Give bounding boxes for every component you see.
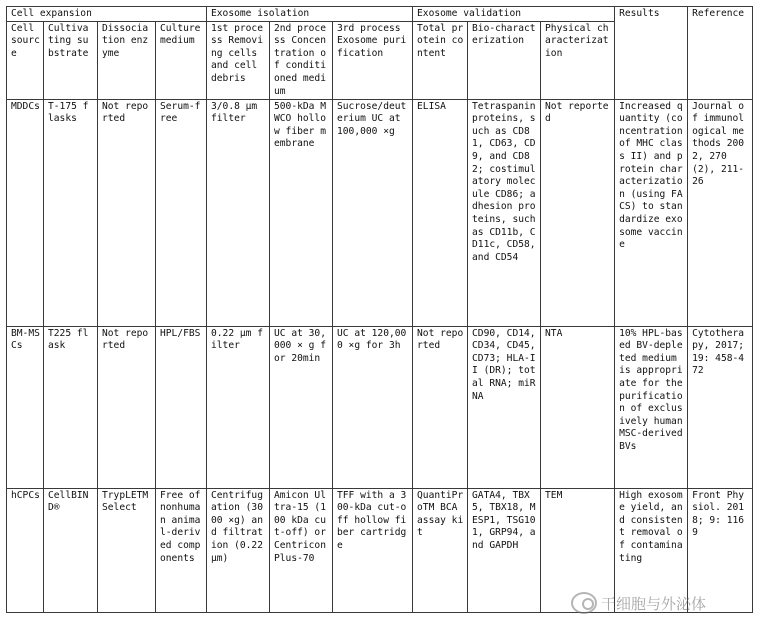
table-row xyxy=(7,488,753,612)
table-cell: hCPCs xyxy=(7,488,44,612)
column-header: Dissociation enzyme xyxy=(98,21,156,99)
column-header: Culture medium xyxy=(156,21,207,99)
header-reference: Reference xyxy=(688,7,753,100)
table-cell: NTA xyxy=(541,326,615,488)
table-cell: 500-kDa MWCO hollow fiber membrane xyxy=(270,99,333,326)
table-cell: BM-MSCs xyxy=(7,326,44,488)
column-header: Cultivating substrate xyxy=(44,21,98,99)
table-cell: CD90, CD14, CD34, CD45, CD73; HLA-II (DR); total RNA; miRNA xyxy=(468,326,541,488)
table-cell: MDDCs xyxy=(7,99,44,326)
watermark-text: 干细胞与外泌体 xyxy=(601,594,707,613)
table-cell: GATA4, TBX5, TBX18, MESP1, TSG101, GRP94, and GAPDH xyxy=(468,488,541,612)
table-cell: Not reported xyxy=(98,99,156,326)
table-row xyxy=(7,99,753,326)
table-cell: High exosome yield, and consistent removal of contaminating xyxy=(615,488,688,612)
column-header: Bio-characterization xyxy=(468,21,541,99)
table-row xyxy=(7,326,753,488)
table-cell: HPL/FBS xyxy=(156,326,207,488)
table-cell: TEM xyxy=(541,488,615,612)
table-cell: 10% HPL-based BV-depleted medium is appropriate for the purification of exclusively human MSC-derived BVs xyxy=(615,326,688,488)
exosome-protocol-table xyxy=(6,6,753,613)
table-cell: Not reported xyxy=(98,326,156,488)
table-cell: T-175 flasks xyxy=(44,99,98,326)
table-cell: Sucrose/deuterium UC at 100,000 ×g xyxy=(333,99,413,326)
table-cell: Free of nonhuman animal-derived components xyxy=(156,488,207,612)
column-header: Cell source xyxy=(7,21,44,99)
table-cell: 0.22 μm filter xyxy=(207,326,270,488)
table-cell: Increased quantity (concentration of MHC class II) and protein characterization (using FACS) to standardize exosome vaccine xyxy=(615,99,688,326)
table-cell: Centrifugation (3000 ×g) and filtration (0.22 μm) xyxy=(207,488,270,612)
table-cell: Not reported xyxy=(541,99,615,326)
table-cell: Tetraspanin proteins, such as CD81, CD63, CD9, and CD82; costimulatory molecule CD86; adhesion proteins, such as CD11b, CD11c, CD58, and CD54 xyxy=(468,99,541,326)
group-exosome-isolation: Exosome isolation xyxy=(207,7,413,22)
table-cell: TrypLETM Select xyxy=(98,488,156,612)
table-cell: UC at 30,000 × g for 20min xyxy=(270,326,333,488)
group-exosome-validation: Exosome validation xyxy=(413,7,615,22)
table-cell: Front Physiol. 2018; 9: 1169 xyxy=(688,488,753,612)
table-cell: Cytotherapy, 2017; 19: 458-472 xyxy=(688,326,753,488)
table-cell: Journal of immunological methods 2002, 270 (2), 211-26 xyxy=(688,99,753,326)
column-header: 3rd process Exosome purification xyxy=(333,21,413,99)
group-cell-expansion: Cell expansion xyxy=(7,7,207,22)
table-cell: Amicon Ultra-15 (100 kDa cut-off) or Centricon Plus-70 xyxy=(270,488,333,612)
table-cell: UC at 120,000 ×g for 3h xyxy=(333,326,413,488)
column-header: 1st process Removing cells and cell debris xyxy=(207,21,270,99)
table-cell: TFF with a 300-kDa cut-off hollow fiber cartridge xyxy=(333,488,413,612)
group-header-row xyxy=(7,7,753,22)
column-header: 2nd process Concentration of conditioned medium xyxy=(270,21,333,99)
header-results: Results xyxy=(615,7,688,100)
table-cell: T225 flask xyxy=(44,326,98,488)
table-cell: CellBIND® xyxy=(44,488,98,612)
table-cell: Not reported xyxy=(413,326,468,488)
table-cell: ELISA xyxy=(413,99,468,326)
column-header: Physical characterization xyxy=(541,21,615,99)
table-cell: Serum-free xyxy=(156,99,207,326)
table-cell: 3/0.8 μm filter xyxy=(207,99,270,326)
column-header: Total protein content xyxy=(413,21,468,99)
table-cell: QuantiProTM BCA assay kit xyxy=(413,488,468,612)
